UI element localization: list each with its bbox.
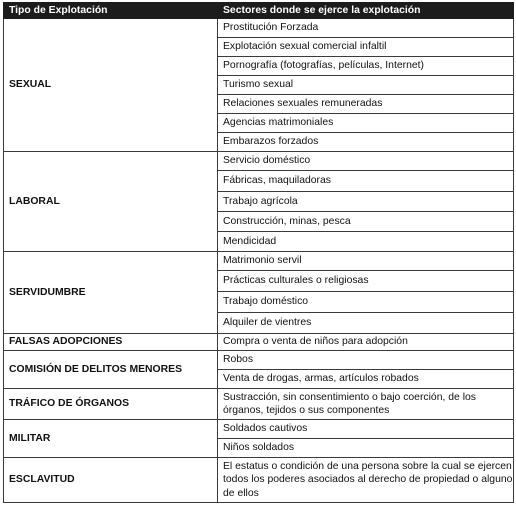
sector-cell: Agencias matrimoniales [218,114,514,133]
sector-cell: Mendicidad [218,232,514,252]
sector-cell: Servicio doméstico [218,152,514,171]
type-militar: MILITAR [4,420,218,458]
sector-cell: Trabajo agrícola [218,192,514,212]
type-servidumbre: SERVIDUMBRE [4,252,218,334]
type-esclavitud: ESCLAVITUD [4,458,218,503]
sector-cell: Trabajo doméstico [218,292,514,313]
type-laboral: LABORAL [4,152,218,252]
sector-cell: Robos [218,351,514,370]
sector-cell: Sustracción, sin consentimiento o bajo coerción, de los órganos, tejidos o sus componentes [218,389,514,420]
sector-cell: Soldados cautivos [218,420,514,439]
sector-cell: Niños soldados [218,439,514,458]
sector-cell: Compra o venta de niños para adopción [218,334,514,351]
sector-cell: Relaciones sexuales remuneradas [218,95,514,114]
sector-cell: Venta de drogas, armas, artículos robados [218,370,514,389]
sector-cell: Prácticas culturales o religiosas [218,271,514,292]
table-body [4,19,514,503]
table-row [4,458,514,503]
sector-cell: Explotación sexual comercial infaltil [218,38,514,57]
sector-cell: Embarazos forzados [218,133,514,152]
sector-cell: El estatus o condición de una persona sobre la cual se ejercen todos los poderes asociados al derecho de propiedad o alguno de ellos [218,458,514,503]
header-row [4,3,514,19]
sector-cell: Pornografía (fotografías, películas, Internet) [218,57,514,76]
type-delitos-menores: COMISIÓN DE DELITOS MENORES [4,351,218,389]
sector-cell: Prostitución Forzada [218,19,514,38]
table-row [4,420,514,439]
table-row [4,252,514,271]
table-row [4,19,514,38]
sector-cell: Construcción, minas, pesca [218,212,514,232]
table-header [4,3,514,19]
table-row [4,152,514,171]
type-falsas-adopciones: FALSAS ADOPCIONES [4,334,218,351]
sector-cell: Turismo sexual [218,76,514,95]
table-row [4,351,514,370]
type-trafico-organos: TRÁFICO DE ÓRGANOS [4,389,218,420]
exploitation-table [3,2,514,503]
header-type: Tipo de Explotación [4,3,218,19]
sector-cell: Matrimonio servil [218,252,514,271]
sector-cell: Fábricas, maquiladoras [218,171,514,192]
table-row [4,334,514,351]
sector-cell: Alquiler de vientres [218,313,514,334]
table-row [4,389,514,420]
type-sexual: SEXUAL [4,19,218,152]
header-sectors: Sectores donde se ejerce la explotación [218,3,514,19]
